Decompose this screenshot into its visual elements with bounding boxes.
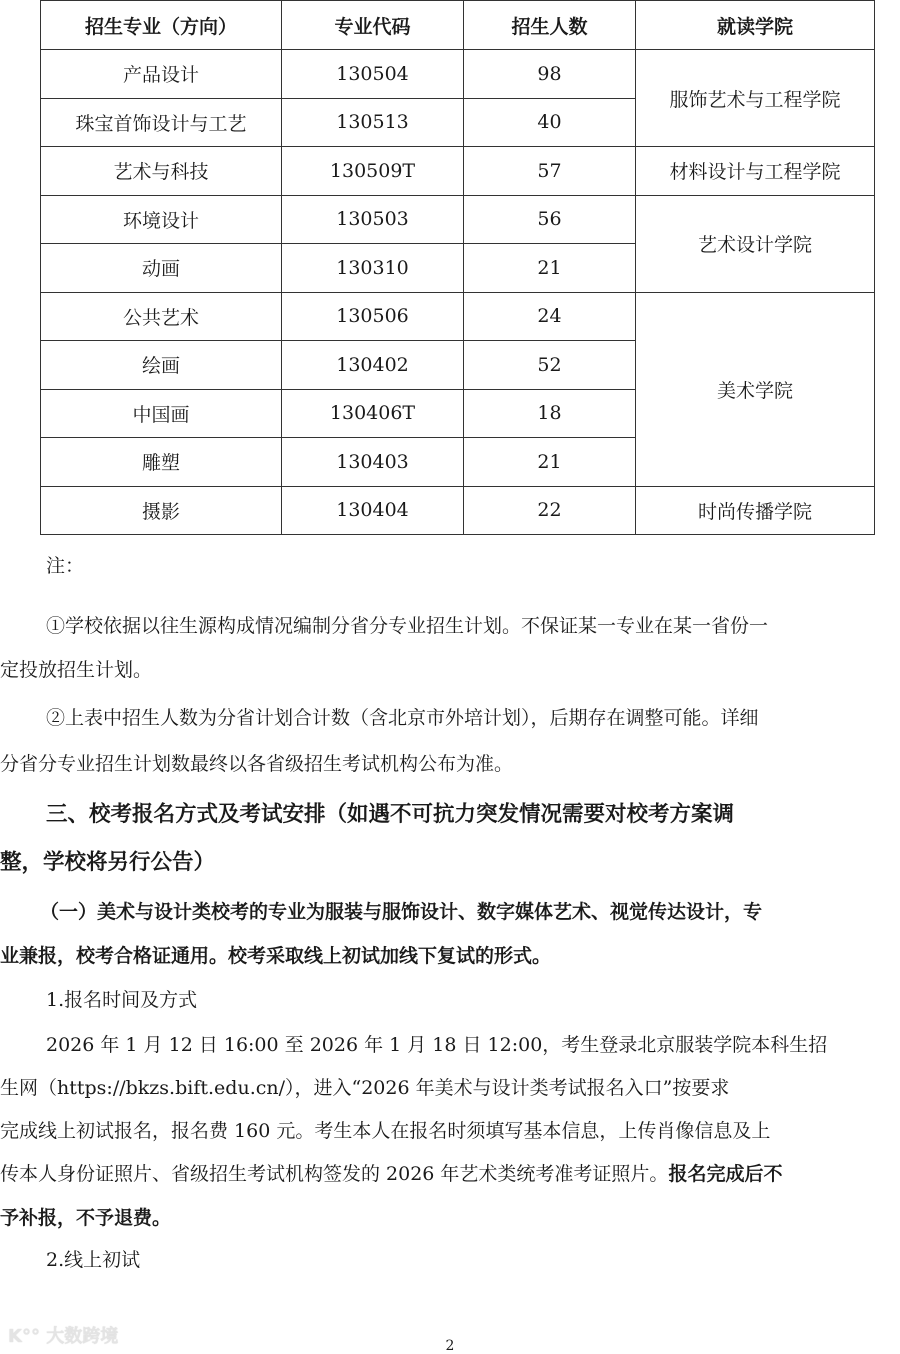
cell-major: 环境设计: [41, 195, 282, 244]
cell-college: 艺术设计学院: [636, 195, 875, 292]
note-1-line-1: ①学校依据以往生源构成情况编制分省分专业招生计划。不保证某一专业在某一省份一: [46, 615, 769, 637]
note-1-line-2: 定投放招生计划。: [0, 659, 153, 681]
cell-major: 中国画: [41, 389, 282, 438]
subsection-1-line-2: 业兼报，校考合格证通用。校考采取线上初试加线下复试的形式。: [0, 945, 552, 967]
table-header-row: [41, 1, 875, 50]
item-1-line-3: 完成线上初试报名，报名费 160 元。考生本人在报名时须填写基本信息，上传肖像信息及上: [0, 1120, 771, 1142]
subsection-1-line-1: （一）美术与设计类校考的专业为服装与服饰设计、数字媒体艺术、视觉传达设计，专: [40, 901, 763, 923]
cell-count: 52: [464, 341, 636, 390]
cell-major: 产品设计: [41, 50, 282, 99]
cell-major: 公共艺术: [41, 292, 282, 341]
item-1-line-5: 予补报，不予退费。: [0, 1207, 172, 1229]
cell-college: 时尚传播学院: [636, 486, 875, 535]
notes-label: 注：: [46, 555, 85, 577]
item-1-line-4: [0, 1164, 900, 1184]
cell-count: 21: [464, 244, 636, 293]
cell-code: 130513: [282, 98, 464, 147]
cell-count: 98: [464, 50, 636, 99]
cell-code: 130403: [282, 438, 464, 487]
header-code: 专业代码: [282, 1, 464, 50]
header-count: 招生人数: [464, 1, 636, 50]
cell-major: 动画: [41, 244, 282, 293]
page-number: 2: [445, 1338, 455, 1354]
cell-count: 40: [464, 98, 636, 147]
cell-major: 摄影: [41, 486, 282, 535]
cell-code: 130504: [282, 50, 464, 99]
cell-major: 珠宝首饰设计与工艺: [41, 98, 282, 147]
watermark-logo: K°° 大数跨境: [8, 1326, 119, 1347]
table-row: [41, 147, 875, 196]
cell-college: 材料设计与工程学院: [636, 147, 875, 196]
table-row: [41, 195, 875, 244]
section-3-title-line-1: 三、校考报名方式及考试安排（如遇不可抗力突发情况需要对校考方案调: [46, 802, 735, 827]
item-2-title: 2.线上初试: [46, 1249, 141, 1271]
cell-major: 绘画: [41, 341, 282, 390]
cell-code: 130310: [282, 244, 464, 293]
section-3-title-line-2: 整，学校将另行公告）: [0, 850, 216, 875]
cell-college: 服饰艺术与工程学院: [636, 50, 875, 147]
cell-count: 21: [464, 438, 636, 487]
item-1-line-2: 生网（https://bkzs.bift.edu.cn/），进入“2026 年美术与设计类考试报名入口”按要求: [0, 1077, 730, 1099]
table-row: [41, 486, 875, 535]
header-major: 招生专业（方向）: [41, 1, 282, 50]
cell-code: 130402: [282, 341, 464, 390]
note-2-line-2: 分省分专业招生计划数最终以各省级招生考试机构公布为准。: [0, 753, 514, 775]
cell-count: 22: [464, 486, 636, 535]
note-2-line-1: ②上表中招生人数为分省计划合计数（含北京市外培计划），后期存在调整可能。详细: [46, 707, 759, 729]
cell-code: 130406T: [282, 389, 464, 438]
cell-major: 艺术与科技: [41, 147, 282, 196]
item-1-line-4-bold: 报名完成后不: [668, 1163, 783, 1185]
cell-count: 18: [464, 389, 636, 438]
cell-major: 雕塑: [41, 438, 282, 487]
cell-college: 美术学院: [636, 292, 875, 486]
cell-count: 56: [464, 195, 636, 244]
enrollment-plan-table: [40, 0, 875, 535]
item-1-line-1: 2026 年 1 月 12 日 16:00 至 2026 年 1 月 18 日 12:00，考生登录北京服装学院本科生招: [46, 1034, 828, 1056]
header-college: 就读学院: [636, 1, 875, 50]
table-row: [41, 50, 875, 99]
table-row: [41, 292, 875, 341]
cell-count: 57: [464, 147, 636, 196]
cell-code: 130404: [282, 486, 464, 535]
item-1-line-4-text: 传本人身份证照片、省级招生考试机构签发的 2026 年艺术类统考准考证照片。: [0, 1163, 669, 1185]
cell-code: 130509T: [282, 147, 464, 196]
item-1-title: 1.报名时间及方式: [46, 989, 198, 1011]
cell-count: 24: [464, 292, 636, 341]
cell-code: 130503: [282, 195, 464, 244]
cell-code: 130506: [282, 292, 464, 341]
